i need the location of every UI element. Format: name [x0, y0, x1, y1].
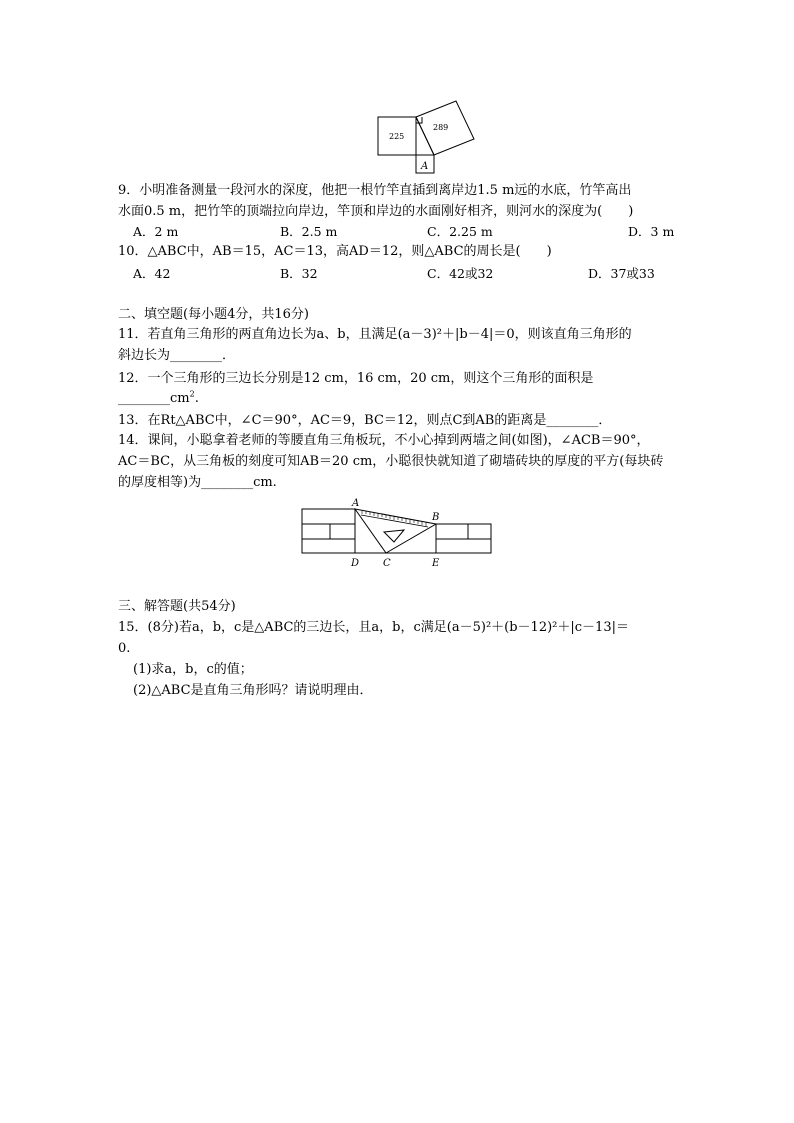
triangle-between-walls-figure: [298, 498, 498, 574]
q11-line2: 斜边长为________．: [118, 348, 236, 363]
q13-line1: 13．在Rt△ABC中，∠C＝90°，AC＝9，BC＝12，则点C到AB的距离是________．: [118, 413, 612, 428]
left-square-label: 225: [389, 132, 405, 141]
q10-option-c: C．42或32: [427, 266, 494, 281]
q15-line2: 0.: [118, 641, 131, 656]
q10-option-d: D．37或33: [588, 266, 655, 281]
q10-option-a: A．42: [133, 266, 171, 281]
label-e: E: [432, 558, 440, 569]
q12-end: .: [194, 391, 199, 406]
q9-option-c: C．2.25 m: [427, 224, 493, 239]
q10-line1: 10．△ABC中，AB＝15，AC＝13，高AD＝12，则△ABC的周长是( ): [118, 244, 552, 259]
q12-line1: 12．一个三角形的三边长分别是12 cm，16 cm，20 cm，则这个三角形的面积是: [118, 371, 594, 386]
section3-title: 三、解答题(共54分): [118, 599, 236, 614]
section2-title: 二、填空题(每小题4分，共16分): [118, 307, 309, 322]
q9-option-a: A．2 m: [133, 224, 179, 239]
q14-line3: 的厚度相等)为________cm.: [118, 475, 277, 490]
q9-line1: 9．小明准备测量一段河水的深度，他把一根竹竿直插到离岸边1.5 m远的水底，竹竿高出: [118, 183, 632, 198]
label-b: B: [432, 512, 440, 523]
q11-line1: 11．若直角三角形的两直角边长为a、b，且满足(a－3)²＋|b－4|＝0，则该直角三角形的: [118, 327, 632, 342]
label-d: D: [351, 558, 360, 569]
label-a: A: [352, 498, 360, 509]
left-wall: [302, 509, 355, 553]
q9-line2: 水面0.5 m，把竹竿的顶端拉向岸边，竿顶和岸边的水面刚好相齐，则河水的深度为( ): [118, 204, 634, 219]
label-c: C: [383, 558, 391, 569]
q14-line1: 14．课间，小聪拿着老师的等腰直角三角板玩，不小心掉到两墙之间(如图)，∠ACB＝90°，: [118, 433, 650, 448]
pythagoras-squares-figure: [370, 95, 480, 175]
q15-sub1: (1)求a，b，c的值；: [133, 662, 253, 677]
q12-blank: ________cm: [118, 391, 190, 406]
q15-sub2: (2)△ABC是直角三角形吗？请说明理由．: [133, 683, 373, 698]
q12-superscript: 2: [189, 389, 195, 399]
point-a-label: A: [421, 161, 429, 172]
q9-option-d: D．3 m: [628, 224, 675, 239]
q14-line2: AC＝BC，从三角板的刻度可知AB＝20 cm，小聪很快就知道了砌墙砖块的厚度的平方(每块砖: [118, 454, 664, 469]
right-square-label: 289: [433, 123, 449, 132]
q15-line1: 15．(8分)若a，b，c是△ABC的三边长，且a，b，c满足(a－5)²＋(b－12)²＋|c－13|＝: [118, 620, 629, 635]
ruler-hole: [384, 530, 404, 542]
q9-option-b: B．2.5 m: [280, 224, 338, 239]
q10-option-b: B．32: [280, 266, 318, 281]
q12-line2: [118, 389, 199, 409]
